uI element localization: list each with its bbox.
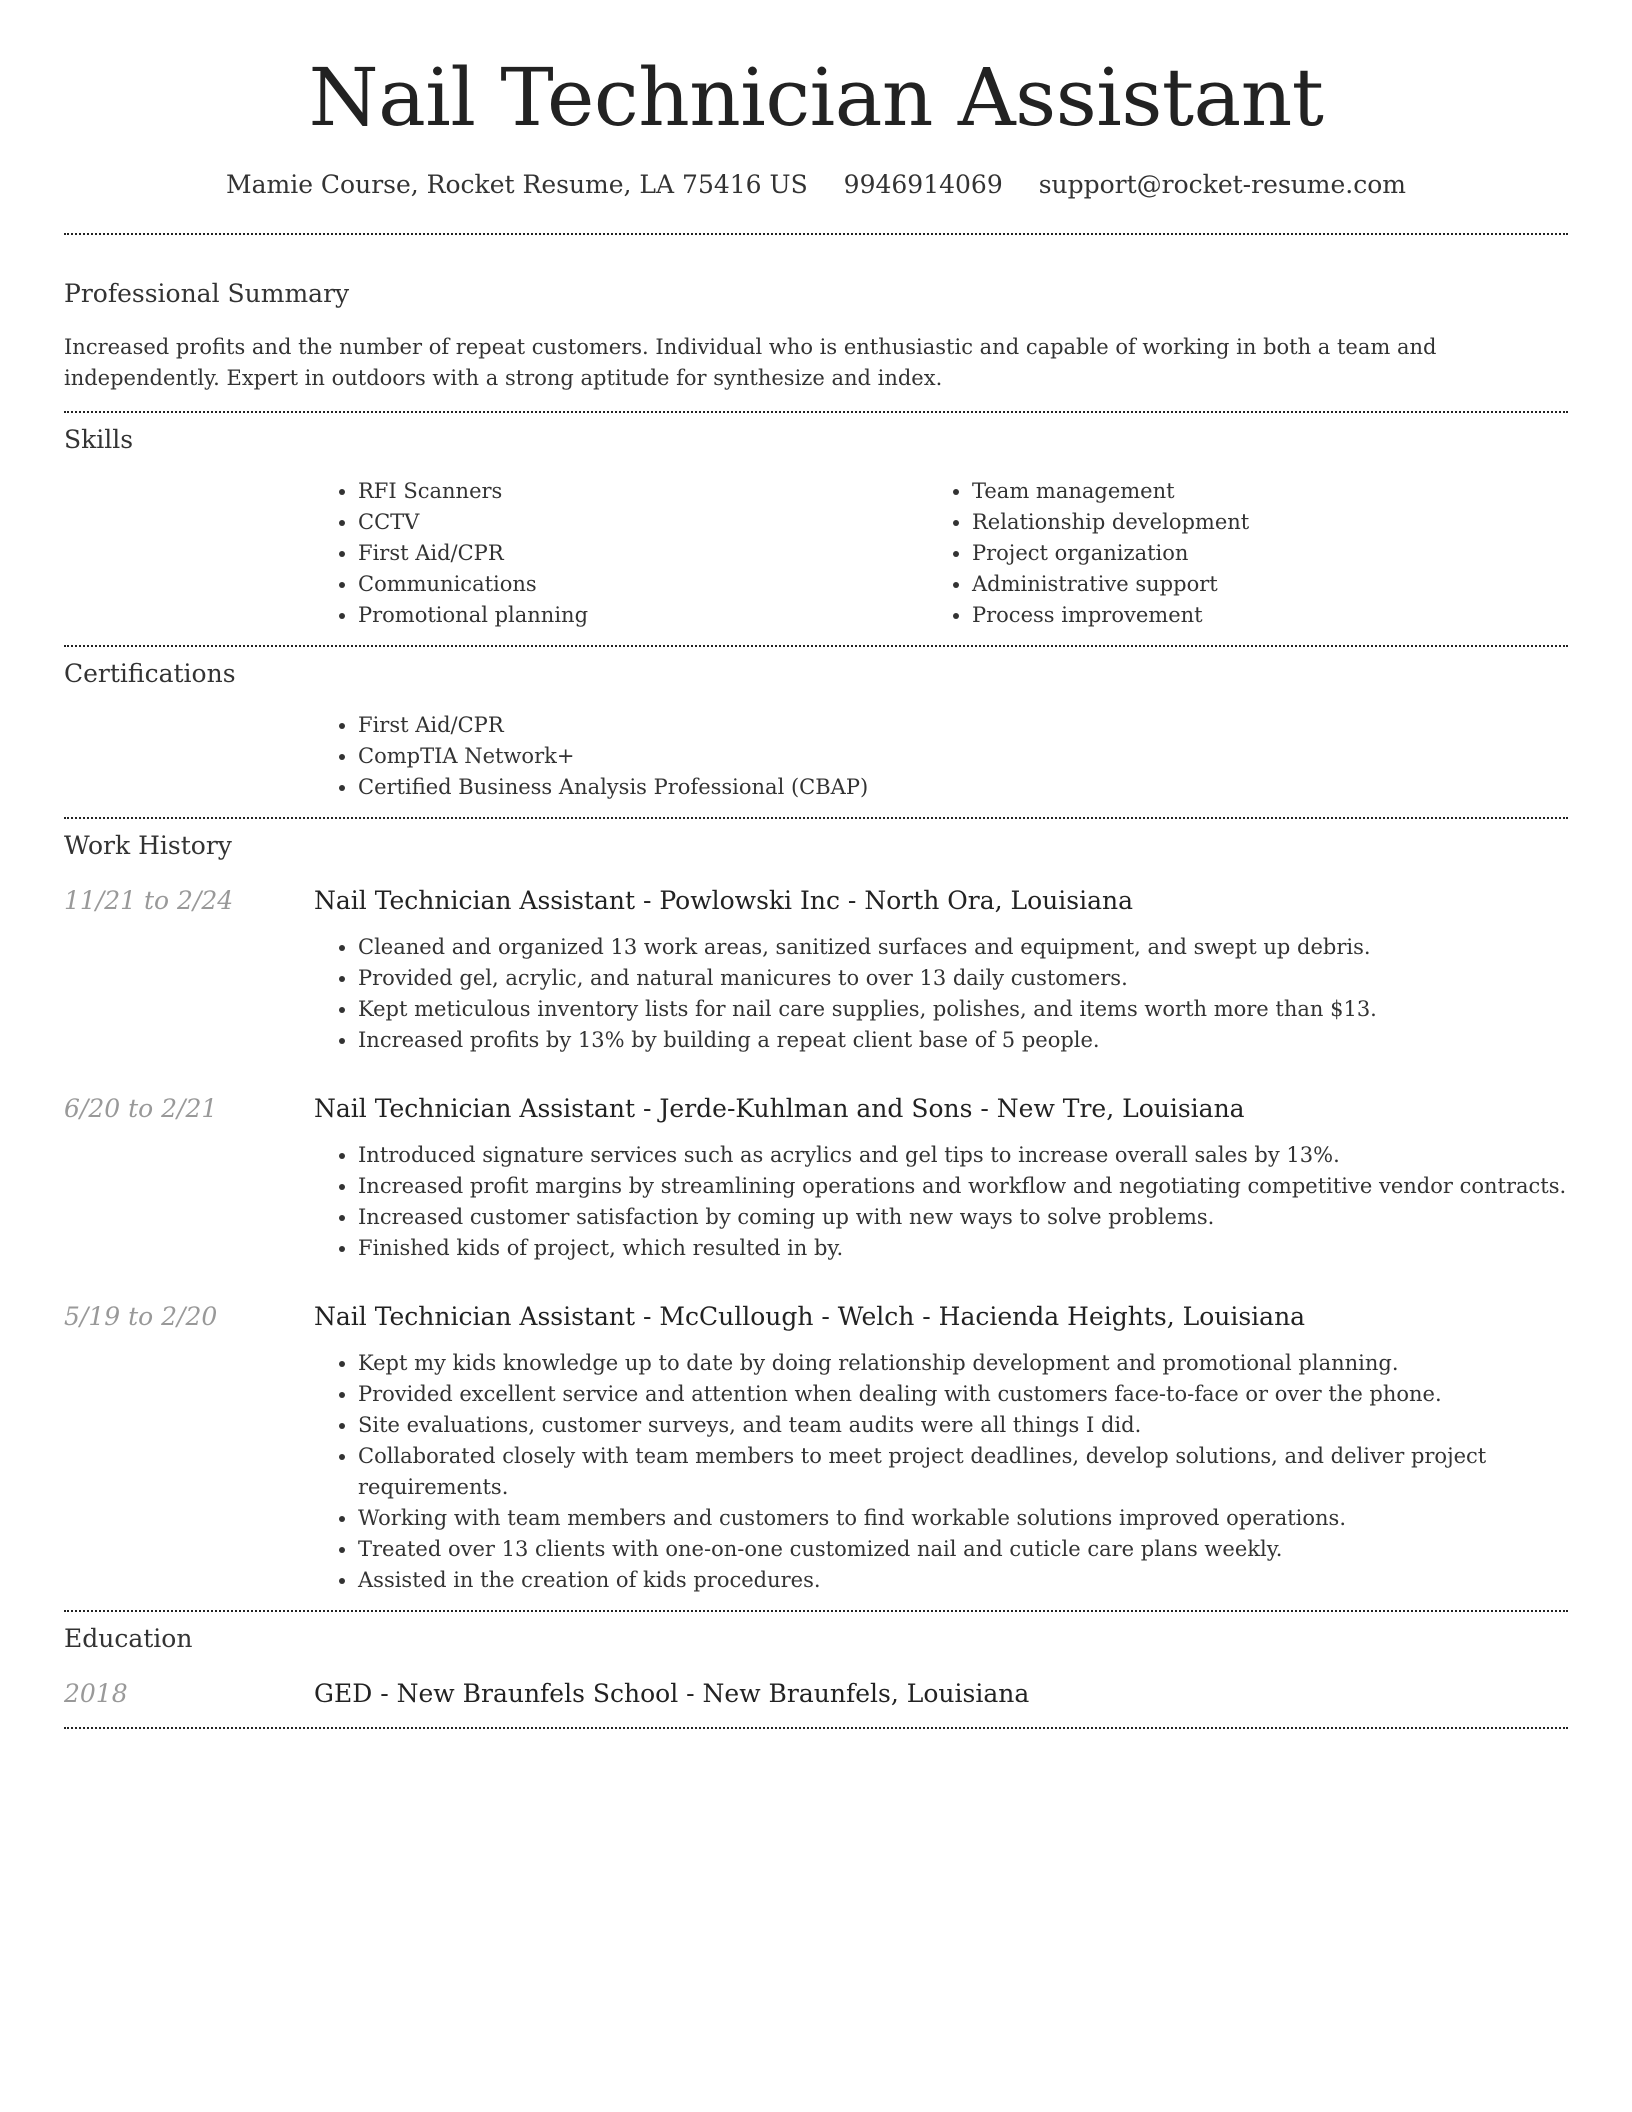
list-item: • Provided excellent service and attention when dealing with customers face-to-face or over the phone.: [358, 1379, 1568, 1410]
list-item: • Finished kids of project, which resulted in by.: [358, 1233, 1568, 1264]
contact-address: Mamie Course, Rocket Resume, LA 75416 US: [225, 170, 808, 199]
list-item: • Increased profit margins by streamlining operations and workflow and negotiating competitive vendor contracts.: [358, 1171, 1568, 1202]
list-item: • Project organization: [972, 538, 1542, 569]
education-heading: GED - New Braunfels School - New Braunfels, Louisiana: [314, 1679, 1030, 1708]
summary-text: Increased profits and the number of repeat customers. Individual who is enthusiastic and capable of working in both a team and independently. Expert in outdoors with a strong aptitude for synthesize and index.: [64, 335, 1437, 390]
list-item: • First Aid/CPR: [358, 538, 928, 569]
list-item: • CompTIA Network+: [358, 741, 1568, 772]
list-item: • Cleaned and organized 13 work areas, sanitized surfaces and equipment, and swept up debris.: [358, 932, 1568, 963]
education-dates: 2018: [64, 1679, 128, 1708]
list-item: • Treated over 13 clients with one-on-one customized nail and cuticle care plans weekly.: [358, 1534, 1568, 1565]
skills-section: [64, 413, 1568, 631]
section-title-work-history: Work History: [64, 831, 232, 860]
list-item: • Assisted in the creation of kids procedures.: [358, 1565, 1568, 1596]
contact-email: support@rocket-resume.com: [1038, 170, 1406, 199]
list-item: • Process improvement: [972, 600, 1542, 631]
job-heading: Nail Technician Assistant - Jerde-Kuhlman and Sons - New Tre, Louisiana: [314, 1094, 1245, 1123]
resume-page: [64, 0, 1568, 1729]
section-title-education: Education: [64, 1624, 193, 1653]
job-bullets: [314, 1140, 1568, 1264]
section-title-certifications: Certifications: [64, 659, 236, 688]
skills-list-left: [314, 476, 928, 631]
job-heading: Nail Technician Assistant - Powlowski Inc - North Ora, Louisiana: [314, 886, 1134, 915]
list-item: • Kept my kids knowledge up to date by doing relationship development and promotional planning.: [358, 1348, 1568, 1379]
job-entry: [64, 1302, 1568, 1596]
list-item: • RFI Scanners: [358, 476, 928, 507]
contact-phone: 9946914069: [843, 170, 1003, 199]
job-dates: 5/19 to 2/20: [64, 1302, 218, 1331]
divider: [64, 1727, 1568, 1729]
section-title-skills: Skills: [64, 425, 134, 454]
job-dates: 6/20 to 2/21: [64, 1094, 218, 1123]
list-item: • Provided gel, acrylic, and natural manicures to over 13 daily customers.: [358, 963, 1568, 994]
job-heading: Nail Technician Assistant - McCullough - Welch - Hacienda Heights, Louisiana: [314, 1302, 1306, 1331]
job-entry: [64, 1094, 1568, 1264]
list-item: • Site evaluations, customer surveys, and team audits were all things I did.: [358, 1410, 1568, 1441]
education-entry: [64, 1679, 1568, 1709]
job-dates: 11/21 to 2/24: [64, 886, 234, 915]
job-body: [314, 886, 1568, 1056]
list-item: • Relationship development: [972, 507, 1542, 538]
list-item: • Increased profits by 13% by building a repeat client base of 5 people.: [358, 1025, 1568, 1056]
certifications-list: [314, 710, 1568, 803]
list-item: • Communications: [358, 569, 928, 600]
section-title-summary: Professional Summary: [64, 279, 350, 308]
job-body: [314, 1302, 1568, 1596]
skills-list-right: [928, 476, 1542, 631]
resume-title: Nail Technician Assistant: [308, 51, 1324, 144]
job-bullets: [314, 932, 1568, 1056]
certifications-section: [64, 647, 1568, 803]
list-item: • Increased customer satisfaction by coming up with new ways to solve problems.: [358, 1202, 1568, 1233]
job-bullets: [314, 1348, 1568, 1596]
education-body: [314, 1679, 1568, 1709]
job-entry: [64, 886, 1568, 1056]
list-item: • Administrative support: [972, 569, 1542, 600]
summary-section: [64, 235, 1568, 394]
job-body: [314, 1094, 1568, 1264]
work-history-section: [64, 819, 1568, 1596]
education-section: [64, 1612, 1568, 1709]
list-item: • Working with team members and customers to find workable solutions improved operations.: [358, 1503, 1568, 1534]
contact-line: [64, 170, 1568, 199]
list-item: • Introduced signature services such as acrylics and gel tips to increase overall sales by 13%.: [358, 1140, 1568, 1171]
list-item: • Promotional planning: [358, 600, 928, 631]
list-item: • Certified Business Analysis Professional (CBAP): [358, 772, 1568, 803]
list-item: • Collaborated closely with team members to meet project deadlines, develop solutions, and deliver project requirements.: [358, 1441, 1568, 1503]
list-item: • CCTV: [358, 507, 928, 538]
skills-grid: [314, 476, 1568, 631]
list-item: • First Aid/CPR: [358, 710, 1568, 741]
list-item: • Team management: [972, 476, 1542, 507]
list-item: • Kept meticulous inventory lists for nail care supplies, polishes, and items worth more than $13.: [358, 994, 1568, 1025]
